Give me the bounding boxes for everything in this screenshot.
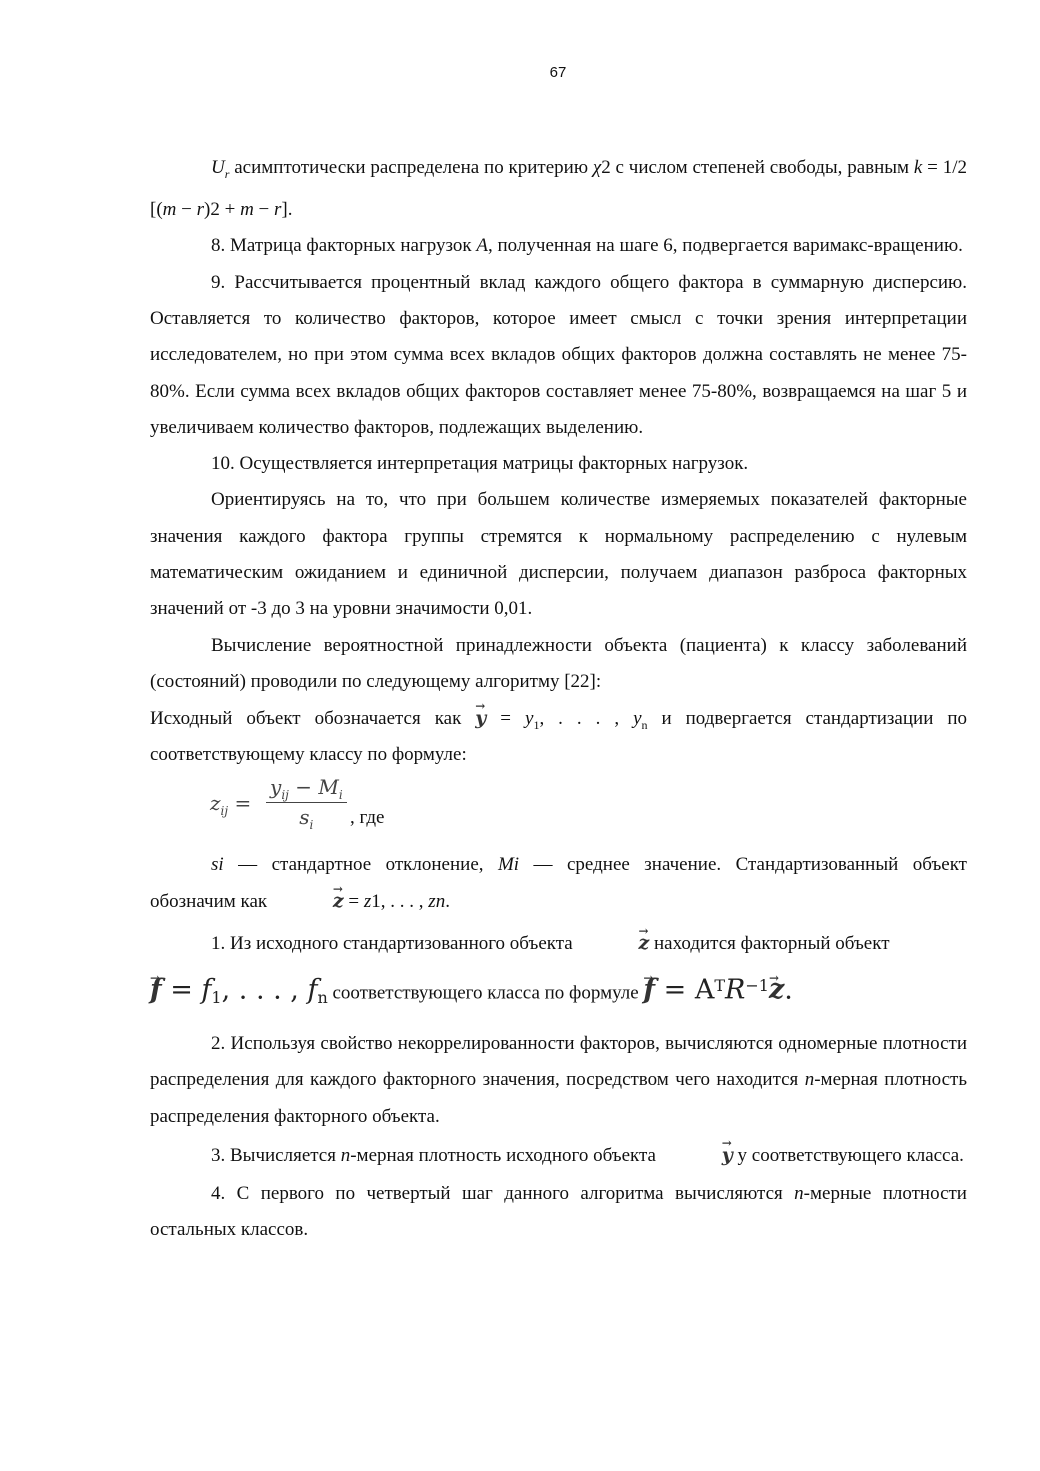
formula-fraction: $y_{ij} - M_i$ $s_i$ <box>266 775 347 832</box>
paragraph-calculation: Вычисление вероятностной принадлежности объекта (пациента) к классу заболеваний (состояний) проводили по следующему алгоритму [22]: <box>150 634 967 692</box>
paragraph-source-object: Исходный объект обозначается как → $y = y_1$, . . . , $y_n$ и подвергается стандартизации по соответствующему классу по формуле: <box>150 704 967 769</box>
paragraph-step-10: 10. Осуществляется интерпретация матрицы факторных нагрузок. <box>211 453 749 475</box>
vector-z: → z <box>272 883 344 919</box>
paragraph-algo-step-1: 1. Из исходного стандартизованного объекта → z находится факторный объект <box>150 925 967 962</box>
paragraph-algo-step-2: 2. Используя свойство некоррелированности факторов, вычисляются одномерные плотности распределения для каждого факторного значения, посредством чего находится n-мерная плотность распределения факторного объекта. <box>150 1033 967 1127</box>
paragraph-ur: $U_r$ асимптотически распределена по критерию χ2 с числом степеней свободы, равным k = 1/2 [(m − r)2 + m − r]. <box>150 157 967 221</box>
page-number: 67 <box>549 64 567 81</box>
vector-y: → y <box>475 704 486 733</box>
paragraph-step-8: 8. Матрица факторных нагрузок A, полученная на шаге 6, подвергается варимакс-вращению. <box>211 235 963 257</box>
vector-z-3: → z <box>769 968 784 1012</box>
document-body <box>150 150 967 1249</box>
paragraph-definitions: si — стандартное отклонение, Mi — среднее значение. Стандартизованный объект обозначим как → z = z1, . . . , zn. <box>150 847 967 921</box>
paragraph-factor-object: → $f = f_1$, . . . , $f_n$ соответствующего класса по формуле → $f = A^TR^{-1}\to z$. <box>150 964 967 1020</box>
vector-f: → f <box>150 968 162 1012</box>
paragraph-algo-step-4: 4. С первого по четвертый шаг данного алгоритма вычисляются n-мерные плотности остальных классов. <box>150 1182 967 1241</box>
vector-z-2: → z <box>577 925 649 961</box>
paragraph-algo-step-3: 3. Вычисляется n-мерная плотность исходного объекта → y у соответствующего класса. <box>150 1135 967 1176</box>
paragraph-orientation: Ориентируясь на то, что при большем количестве измеряемых показателей факторные значения каждого фактора группы стремятся к нормальному распределению с нулевым математическим ожиданием и единичной дисперсии, получаем диапазон разброса факторных значений от -3 до 3 на уровни значимости 0,01. <box>150 489 967 620</box>
paragraph-step-9: 9. Рассчитывается процентный вклад каждого общего фактора в суммарную дисперсию. Оставляется то количество факторов, которое имеет смысл с точки зрения интерпретации исследователем, но при этом сумма всех вкладов общих факторов должна составлять не менее 75-80%. Если сумма всех вкладов общих факторов составляет менее 75-80%, возвращаемся на шаг 5 и увеличиваем количество факторов, подлежащих выделению. <box>150 271 967 438</box>
vector-f-2: → f <box>643 968 655 1012</box>
standardization-formula: $z_{ij}$ = $y_{ij} - M_i$ $s_i$ , где <box>210 775 385 833</box>
vector-y-2: → y <box>661 1135 733 1175</box>
